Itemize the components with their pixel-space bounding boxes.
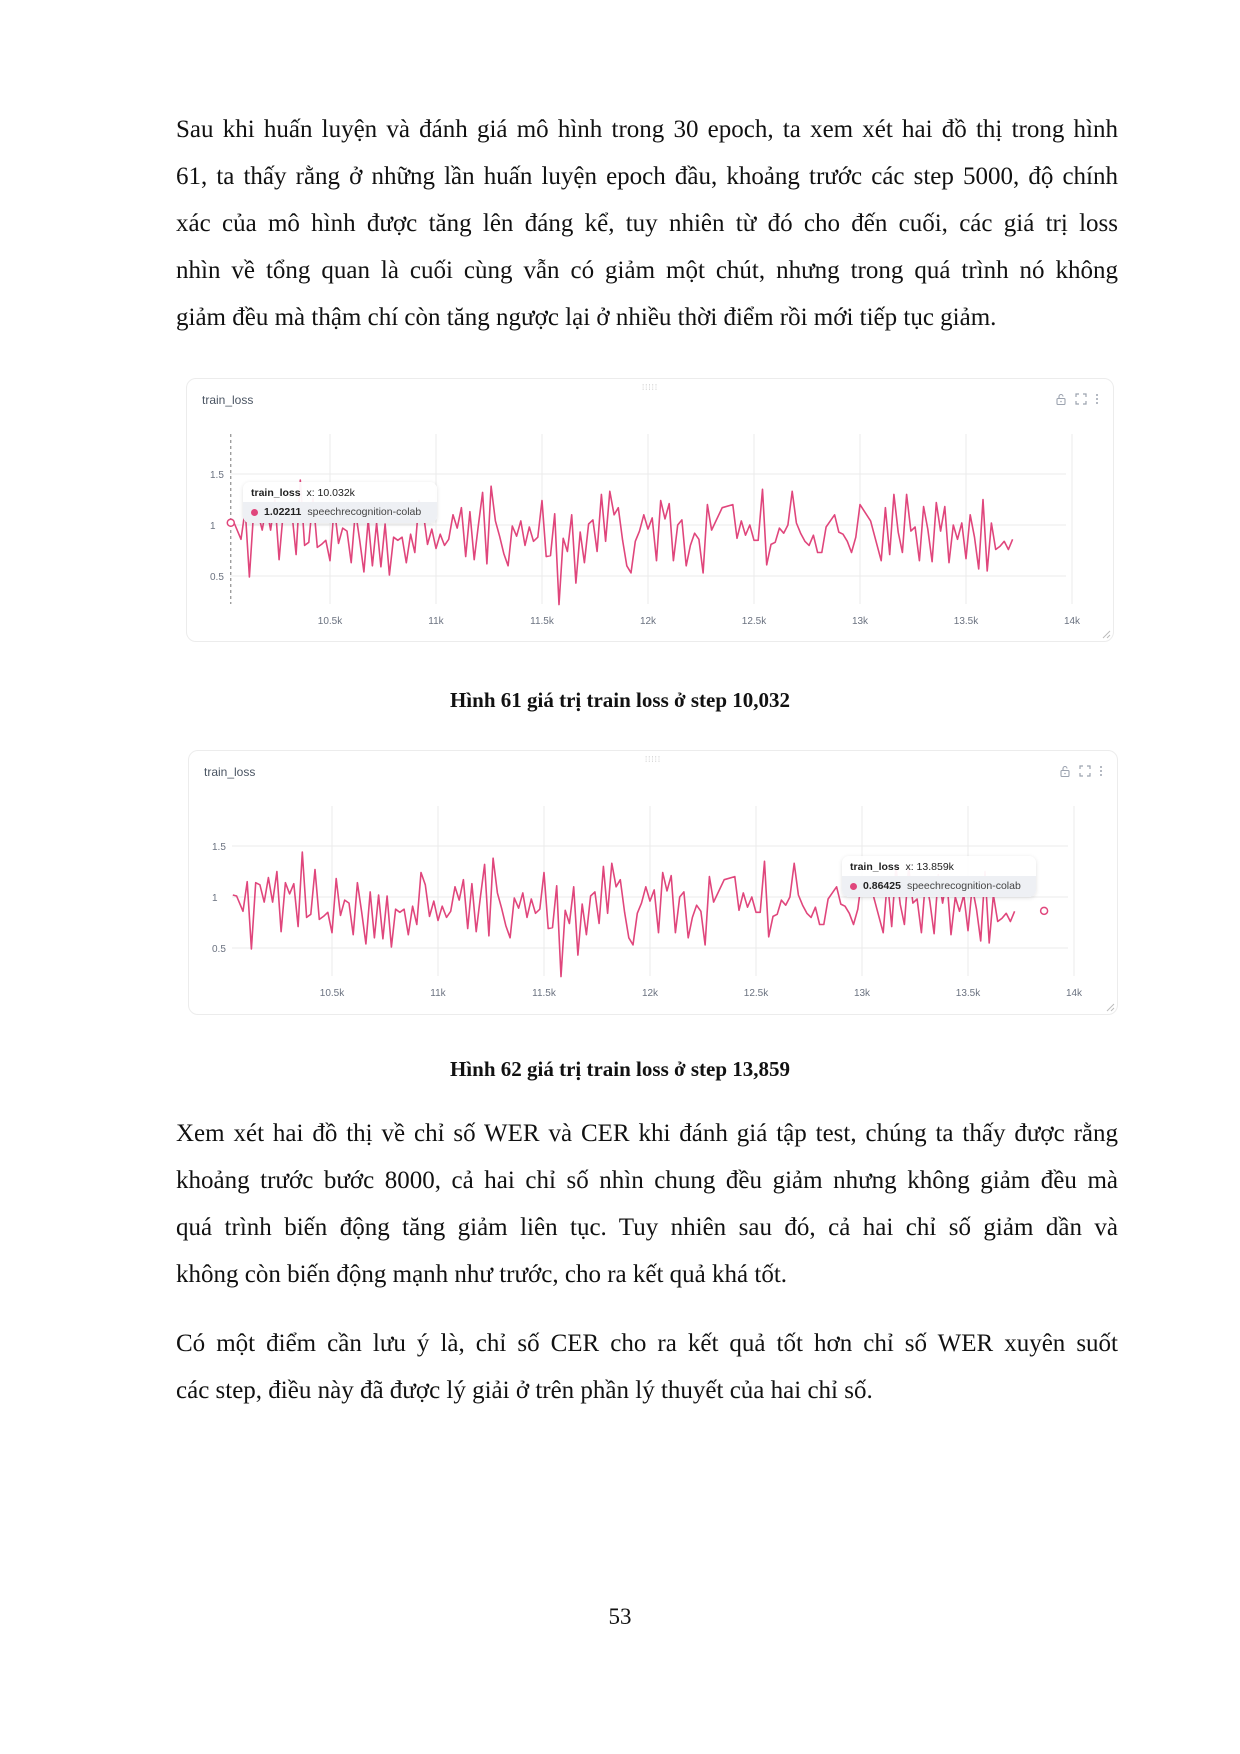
resize-handle-icon[interactable] (1099, 627, 1111, 639)
page-number: 53 (608, 1604, 632, 1629)
svg-text:13k: 13k (853, 988, 871, 999)
hover-tooltip (842, 856, 1036, 897)
svg-text:13.5k: 13.5k (955, 988, 981, 999)
svg-text:1.5: 1.5 (212, 842, 226, 853)
tooltip-value: 0.86425 (863, 880, 901, 892)
tooltip-series: speechrecognition-colab (307, 506, 422, 518)
svg-text:13.5k: 13.5k (953, 616, 979, 627)
svg-text:1.5: 1.5 (210, 470, 224, 481)
svg-text:0.5: 0.5 (212, 944, 226, 955)
tooltip-row (842, 876, 1036, 897)
text-line: quá trình biến động tăng giảm liên tục. Tuy nhiên sau đó, cả hai chỉ số giảm dần và (176, 1214, 1118, 1241)
svg-text:14k: 14k (1065, 988, 1083, 999)
text-line: Xem xét hai đồ thị về chỉ số WER và CER khi đánh giá tập test, chúng ta thấy được rằng (176, 1120, 1118, 1147)
svg-text:12.5k: 12.5k (741, 616, 767, 627)
tooltip-x: x: 13.859k (905, 861, 954, 873)
tooltip-header (243, 482, 437, 502)
text-line: Sau khi huấn luyện và đánh giá mô hình trong 30 epoch, ta xem xét hai đồ thị trong hình (176, 116, 1118, 143)
drag-handle[interactable]: ⁞⁞⁞⁞⁞ (644, 755, 662, 764)
text-line: Có một điểm cần lưu ý là, chỉ số CER cho ra kết quả tốt hơn chỉ số WER xuyên suốt (176, 1330, 1118, 1357)
tooltip-series: speechrecognition-colab (906, 880, 1021, 892)
text-line: khoảng trước bước 8000, cả hai chỉ số nhìn chung đều giảm nhưng không giảm đều mà (176, 1167, 1118, 1194)
series-color-dot (850, 883, 857, 890)
text-line: nhìn về tổng quan là cuối cùng vẫn có giảm một chút, nhưng trong quá trình nó không (176, 257, 1118, 284)
paragraph-1 (176, 106, 1118, 341)
svg-text:12k: 12k (639, 616, 657, 627)
chart-panel-fig61 (186, 378, 1114, 642)
svg-text:0.5: 0.5 (210, 572, 224, 583)
svg-text:1: 1 (212, 893, 218, 904)
chart-panel-fig62 (188, 750, 1118, 1015)
figure-caption-62: Hình 62 giá trị train loss ở step 13,859 (449, 1057, 791, 1081)
paragraph-2 (176, 1110, 1118, 1298)
text-line: không còn biến động mạnh như trước, cho ra kết quả khá tốt. (176, 1261, 788, 1288)
text-line: giảm đều mà thậm chí còn tăng ngược lại ở nhiều thời điểm rồi mới tiếp tục giảm. (176, 304, 997, 331)
drag-handle[interactable]: ⁞⁞⁞⁞⁞ (641, 383, 659, 392)
series-color-dot (251, 509, 258, 516)
svg-text:1: 1 (210, 521, 216, 532)
panel-title: train_loss (204, 765, 256, 779)
svg-text:13k: 13k (851, 616, 869, 627)
svg-text:10.5k: 10.5k (317, 616, 343, 627)
svg-text:11k: 11k (430, 988, 446, 999)
tooltip-metric: train_loss (850, 861, 900, 873)
figure-caption-61: Hình 61 giá trị train loss ở step 10,032 (449, 688, 791, 712)
text-line: xác của mô hình được tăng lên đáng kể, tuy nhiên từ đó cho đến cuối, các giá trị loss (176, 210, 1118, 237)
svg-text:11.5k: 11.5k (530, 616, 554, 627)
tooltip-metric: train_loss (251, 487, 301, 499)
tooltip-x: x: 10.032k (306, 487, 355, 499)
text-line: 61, ta thấy rằng ở những lần huấn luyện epoch đầu, khoảng trước các step 5000, độ chính (176, 163, 1118, 190)
svg-text:12.5k: 12.5k (743, 988, 769, 999)
svg-text:14k: 14k (1063, 616, 1081, 627)
svg-text:10.5k: 10.5k (319, 988, 345, 999)
hover-tooltip (243, 482, 437, 523)
tooltip-value: 1.02211 (264, 506, 302, 518)
paragraph-3 (176, 1320, 1118, 1414)
tooltip-row (243, 502, 437, 523)
svg-text:11k: 11k (428, 616, 444, 627)
resize-handle-icon[interactable] (1103, 1000, 1115, 1012)
text-line: các step, điều này đã được lý giải ở trên phần lý thuyết của hai chỉ số. (176, 1377, 873, 1404)
svg-text:12k: 12k (641, 988, 659, 999)
tooltip-header (842, 856, 1036, 876)
panel-title: train_loss (202, 393, 254, 407)
svg-text:11.5k: 11.5k (532, 988, 556, 999)
